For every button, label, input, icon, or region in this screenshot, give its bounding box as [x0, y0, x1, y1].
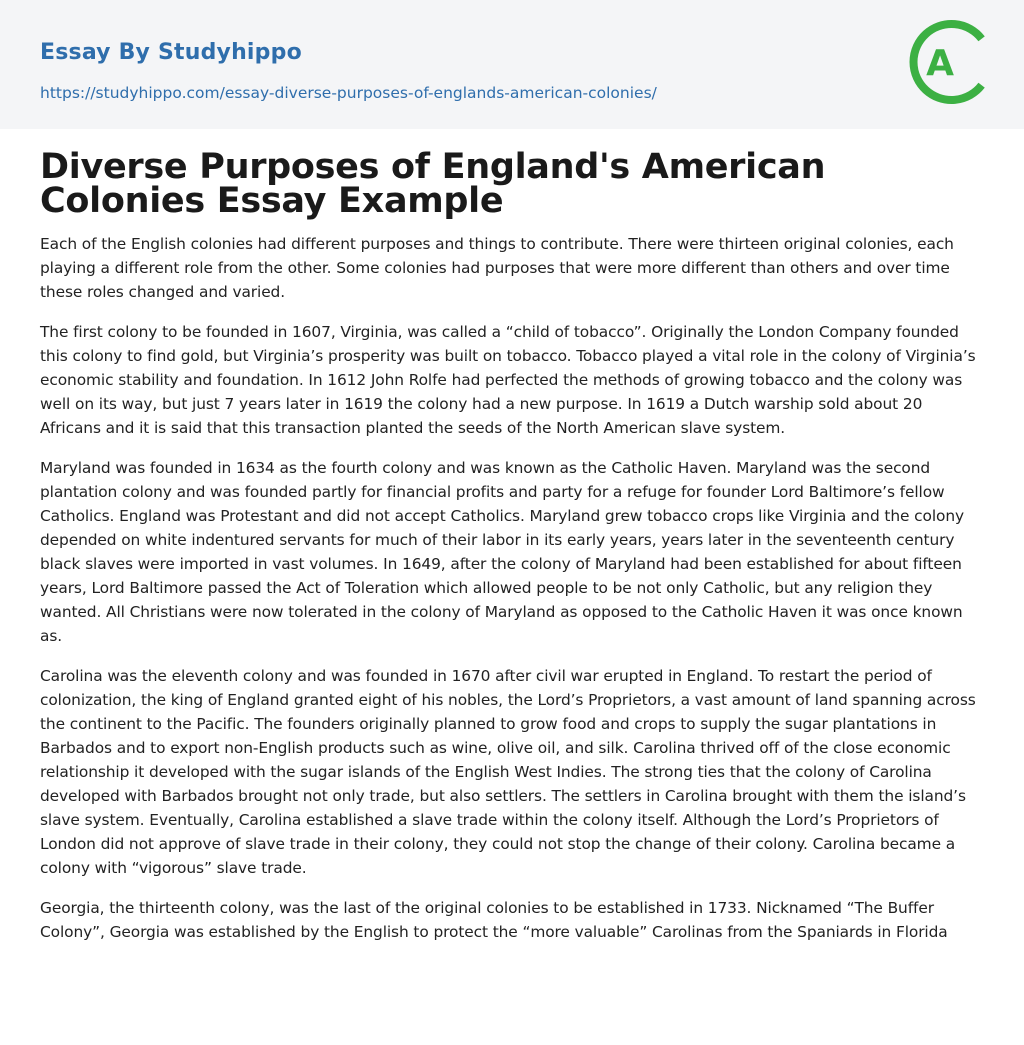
- essay-paragraph: Each of the English colonies had different purposes and things to contribute. There were thirteen original colonies, each playing a different role from the other. Some colonies had purposes that were more different than others and over time these roles changed and varied.: [40, 235, 954, 301]
- studyhippo-logo-icon[interactable]: [906, 14, 992, 110]
- essay-paragraph: Georgia, the thirteenth colony, was the last of the original colonies to be established in 1733. Nicknamed “The Buffer Colony”, Georgia was established by the English to protect the “more valuable” Carolinas from the Spaniards in Florida: [40, 899, 948, 941]
- essay-title: Diverse Purposes of England's American Colonies Essay Example: [40, 147, 826, 221]
- essay-body: [40, 232, 984, 944]
- essay-paragraph: Maryland was founded in 1634 as the fourth colony and was known as the Catholic Haven. Maryland was the second plantation colony and was founded partly for financial profits and party for a refuge for founder Lord Baltimore’s fellow Catholics. England was Protestant and did not accept Catholics. Maryland grew tobacco crops like Virginia and the colony depended on white indentured servants for much of their labor in its early years, years later in the seventeenth century black slaves were imported in vast volumes. In 1649, after the colony of Maryland had been established for about fifteen years, Lord Baltimore passed the Act of Toleration which allowed people to be not only Catholic, but any religion they wanted. All Christians were now tolerated in the colony of Maryland as opposed to the Catholic Haven it was once known as.: [40, 459, 964, 645]
- essay-paragraph: The first colony to be founded in 1607, Virginia, was called a “child of tobacco”. Originally the London Company founded this colony to find gold, but Virginia’s prosperity was built on tobacco. Tobacco played a vital role in the colony of Virginia’s economic stability and foundation. In 1612 John Rolfe had perfected the methods of growing tobacco and the colony was well on its way, but just 7 years later in 1619 the colony had a new purpose. In 1619 a Dutch warship sold about 20 Africans and it is said that this transaction planted the seeds of the North American slave system.: [40, 323, 976, 437]
- essay-paragraph: Carolina was the eleventh colony and was founded in 1670 after civil war erupted in England. To restart the period of colonization, the king of England granted eight of his nobles, the Lord’s Proprietors, a vast amount of land spanning across the continent to the Pacific. The founders originally planned to grow food and crops to supply the sugar plantations in Barbados and to export non-English products such as wine, olive oil, and silk. Carolina thrived off of the close economic relationship it developed with the sugar islands of the English West Indies. The strong ties that the colony of Carolina developed with Barbados brought not only trade, but also settlers. The settlers in Carolina brought with them the island’s slave system. Eventually, Carolina established a slave trade within the colony itself. Although the Lord’s Proprietors of London did not approve of slave trade in their colony, they could not stop the change of their colony. Carolina became a colony with “vigorous” slave trade.: [40, 667, 976, 877]
- site-header: [0, 0, 1024, 129]
- essay-url-link[interactable]: https://studyhippo.com/essay-diverse-purposes-of-englands-american-colonies/: [40, 84, 657, 102]
- site-title[interactable]: Essay By Studyhippo: [40, 40, 302, 65]
- logo-letter: A: [926, 43, 954, 84]
